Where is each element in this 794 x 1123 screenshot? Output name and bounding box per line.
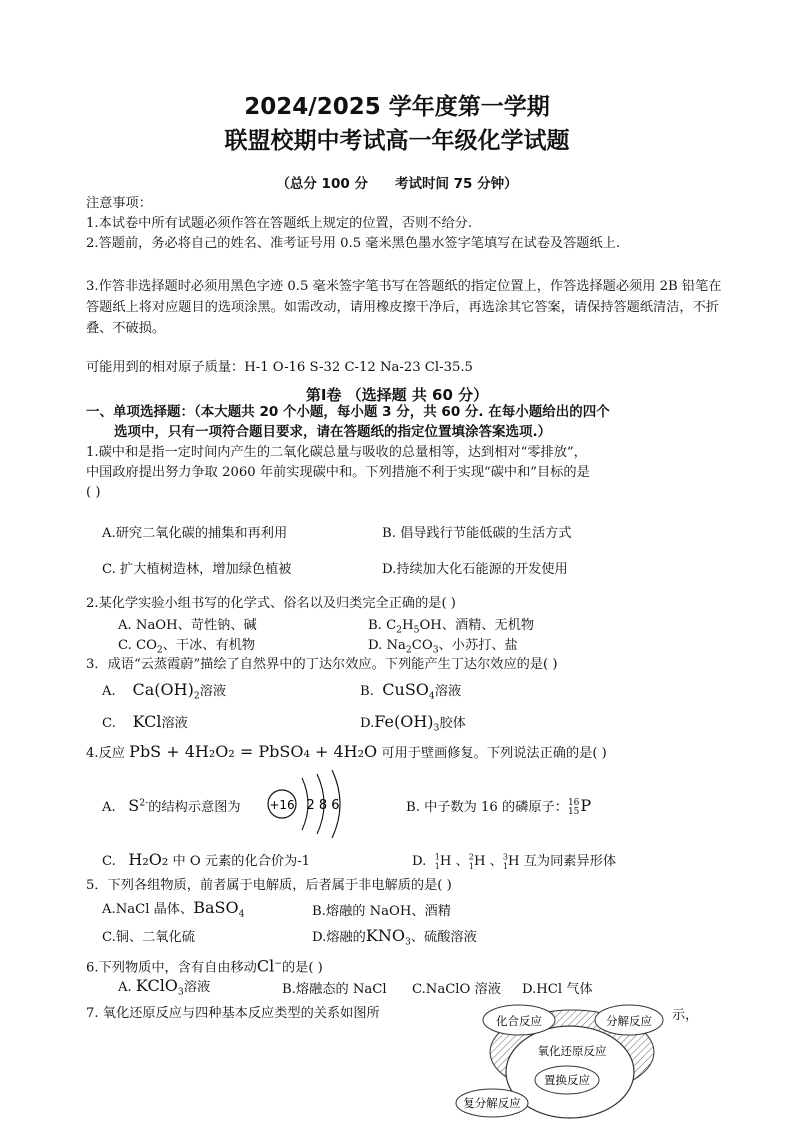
q4-stem (86, 742, 734, 763)
q6-option-c: C.NaClO 溶液 (412, 982, 501, 997)
q3-d-text: 胶体 (439, 716, 466, 731)
q1-option-d: D.持续加大化石能源的开发使用 (382, 562, 568, 577)
q2-stem: 2.某化学实验小组书写的化学式、俗名以及归类完全正确的是( ) (86, 596, 456, 611)
q3-stem: 3．成语“云蒸霞蔚”描绘了自然界中的丁达尔效应。下列能产生丁达尔效应的是( ) (86, 657, 558, 672)
q5-option-c: C.铜、二氧化硫 (102, 930, 195, 945)
q2-d-mid: CO (411, 638, 433, 653)
q4-a-ion: S (128, 796, 140, 815)
q6-stem-pre: 6.下列物质中，含有自由移动 (86, 960, 257, 976)
q3-b-label: B. (360, 684, 374, 699)
decomposition-label: 分解反应 (606, 1014, 652, 1028)
q2-option-a: A. NaOH、苛性钠、碱 (118, 618, 257, 633)
q3-c-formula: KCl (132, 712, 162, 731)
redox-label: 氧化还原反应 (537, 1044, 607, 1058)
q4-option-b (406, 796, 591, 817)
note-1: 1.本试卷中所有试题必须作答在答题纸上规定的位置，否则不给分. (86, 216, 473, 231)
q3-a-label: A. (102, 684, 116, 699)
q4-d-h1: H 、 (439, 854, 469, 869)
reaction-types-diagram (452, 1000, 692, 1120)
q2-option-c: C. $CO_2$、干冰、有机物 (118, 638, 256, 656)
q4-b-mass: 16 (567, 797, 580, 808)
q6-stem: 6.下列物质中，含有自由移动Cl−的是( ) (86, 956, 323, 976)
q3-a-text: 溶液 (199, 684, 227, 699)
q5-option-d: D.熔融的$KNO_3$、硫酸溶液 (312, 926, 477, 948)
q2-b-pre: B. C (368, 618, 397, 633)
q4-option-a (102, 796, 241, 815)
shell-electron-counts: 2 8 6 (306, 798, 340, 813)
q5-a-formula: BaSO (193, 898, 239, 917)
atom-structure-diagram (262, 766, 362, 840)
q3-option-d: $D.Fe(OH)_3$胶体 (360, 712, 466, 734)
combination-label: 化合反应 (496, 1014, 542, 1028)
q3-a-formula: Ca(OH) (132, 680, 194, 699)
q5-option-a: A.NaCl 晶体、BaSO$_4$ (102, 898, 245, 920)
q4-b-text: B. 中子数为 16 的磷原子： (406, 800, 568, 815)
exam-title-line2: 联盟校期中考试高一年级化学试题 (224, 128, 570, 154)
q4-b-atomic: 15 (567, 806, 580, 817)
q1-stem-1: 1.碳中和是指一定时间内产生的二氧化碳总量与吸收的总量相等，达到相对“零排放”， (86, 445, 587, 460)
q2-d-pre: D. Na (368, 638, 406, 653)
q4-stem-pre: 4.反应 (86, 746, 125, 761)
displacement-label: 置换反应 (544, 1073, 590, 1087)
q1-option-a: A.研究二氧化碳的捕集和再利用 (102, 526, 288, 541)
section-title: 第Ⅰ卷 （选择题 共 60 分） (305, 386, 489, 404)
double-decomp-label: 复分解反应 (463, 1096, 521, 1110)
q3-option-c (102, 712, 188, 731)
q1-stem-3: ( ) (86, 485, 101, 500)
q2-option-b: B. $C_2H_5OH$、酒精、无机物 (368, 618, 535, 636)
q5-stem: 5．下列各组物质，前者属于电解质，后者属于非电解质的是( ) (86, 878, 452, 893)
q3-option-a: A. $Ca(OH)_2$溶液 (102, 680, 227, 702)
q4-a-text: 的结构示意图为 (148, 800, 241, 815)
q6-ion: Cl (256, 956, 275, 976)
q3-b-formula: CuSO (382, 680, 429, 699)
note-3: 3.作答非选择题时必须用黑色字迹 0.5 毫米签字笔书写在答题纸的指定位置上，作答选择题必须用 2B 铅笔在答题纸上将对应题目的选项涂黑。如需改动，请用橡皮擦干净后，再选涂其它答案，请保持答题纸清洁，不折叠、不破损。 (86, 279, 722, 336)
q4-c-label: C. (102, 854, 116, 869)
q4-equation: PbS + 4H₂O₂ = PbSO₄ + 4H₂O (129, 742, 378, 761)
q3-b-text: 溶液 (434, 684, 462, 699)
q4-option-d: D. $^1_1$H 、$^2_1$H 、$^3_1$H 互为同素异形体 (412, 852, 617, 871)
q6-a-formula: KClO (135, 976, 178, 995)
q2-c-post: 、干冰、有机物 (162, 638, 256, 653)
q4-d-h3: H 互为同素异形体 (508, 854, 617, 869)
q4-c-text: 中 O 元素的化合价为-1 (172, 854, 311, 869)
q4-b-symbol: P (580, 796, 592, 815)
q6-option-d: D.HCl 气体 (522, 982, 593, 997)
q5-d-post: 、硫酸溶液 (410, 930, 477, 945)
q3-c-label: C. (102, 716, 116, 731)
part1-heading: 一、单项选择题：（本大题共 20 个小题，每小题 3 分，共 60 分. 在每小题给出的四个 (86, 404, 610, 420)
exam-subtitle: （总分 100 分 考试时间 75 分钟） (276, 176, 518, 192)
q7-stem-end: 示， (672, 1008, 699, 1023)
q3-d-label: D. (360, 716, 375, 731)
q1-option-b: B. 倡导践行节能低碳的生活方式 (382, 526, 572, 541)
q7-stem: 7. 氧化还原反应与四种基本反应类型的关系如图所 (86, 1006, 380, 1021)
q1-option-c: C. 扩大植树造林，增加绿色植被 (102, 562, 292, 577)
note-2: 2.答题前，务必将自己的姓名、准考证号用 0.5 毫米黑色墨水签字笔填写在试卷及答题纸上. (86, 236, 621, 251)
q5-d-pre: D.熔融的 (312, 930, 366, 945)
q2-option-d: D. $Na_2CO_3$、小苏打、盐 (368, 638, 518, 656)
q2-b-post: OH、酒精、无机物 (419, 618, 535, 633)
notes-label: 注意事项： (86, 196, 152, 211)
q3-c-text: 溶液 (161, 716, 188, 731)
q2-c-pre: C. CO (118, 638, 157, 653)
q5-d-formula: KNO (365, 926, 405, 945)
q5-option-b: B.熔融的 NaOH、酒精 (312, 904, 451, 919)
q1-stem-2: 中国政府提出努力争取 2060 年前实现碳中和。下列措施不利于实现“碳中和”目标的是 (86, 465, 590, 480)
q4-c-formula: H₂O₂ (128, 850, 169, 869)
q4-a-charge: 2- (139, 797, 149, 809)
q6-option-a: A. KClO$_3$溶液 (118, 976, 211, 998)
q4-d-label: D. (412, 854, 427, 869)
exam-title-line1: 2024/2025 学年度第一学期 (244, 94, 550, 120)
q4-d-h2: H 、 (473, 854, 503, 869)
q3-option-b: B. CuSO$_4$溶液 (360, 680, 462, 702)
q4-a-label: A. (102, 800, 116, 815)
q3-d-formula: Fe(OH) (374, 712, 434, 731)
q6-a-label: A. (118, 980, 132, 995)
q6-option-b: B.熔融态的 NaCl (282, 982, 387, 997)
atomic-mass-line: 可能用到的相对原子质量：H-1 O-16 S-32 C-12 Na-23 Cl-35.5 (86, 360, 473, 375)
q2-d-post: 、小苏打、盐 (438, 638, 518, 653)
q5-a-pre: A.NaCl 晶体、 (102, 902, 194, 917)
part1-heading-2: 选项中，只有一项符合题目要求，请在答题纸的指定位置填涂答案选项.） (114, 424, 552, 440)
q4-stem-post: 可用于壁画修复。下列说法正确的是( ) (381, 746, 607, 761)
q6-stem-post: 的是( ) (281, 960, 323, 976)
nucleus-label: +16 (269, 798, 295, 812)
q4-option-c (102, 850, 310, 869)
q6-a-text: 溶液 (183, 980, 211, 995)
